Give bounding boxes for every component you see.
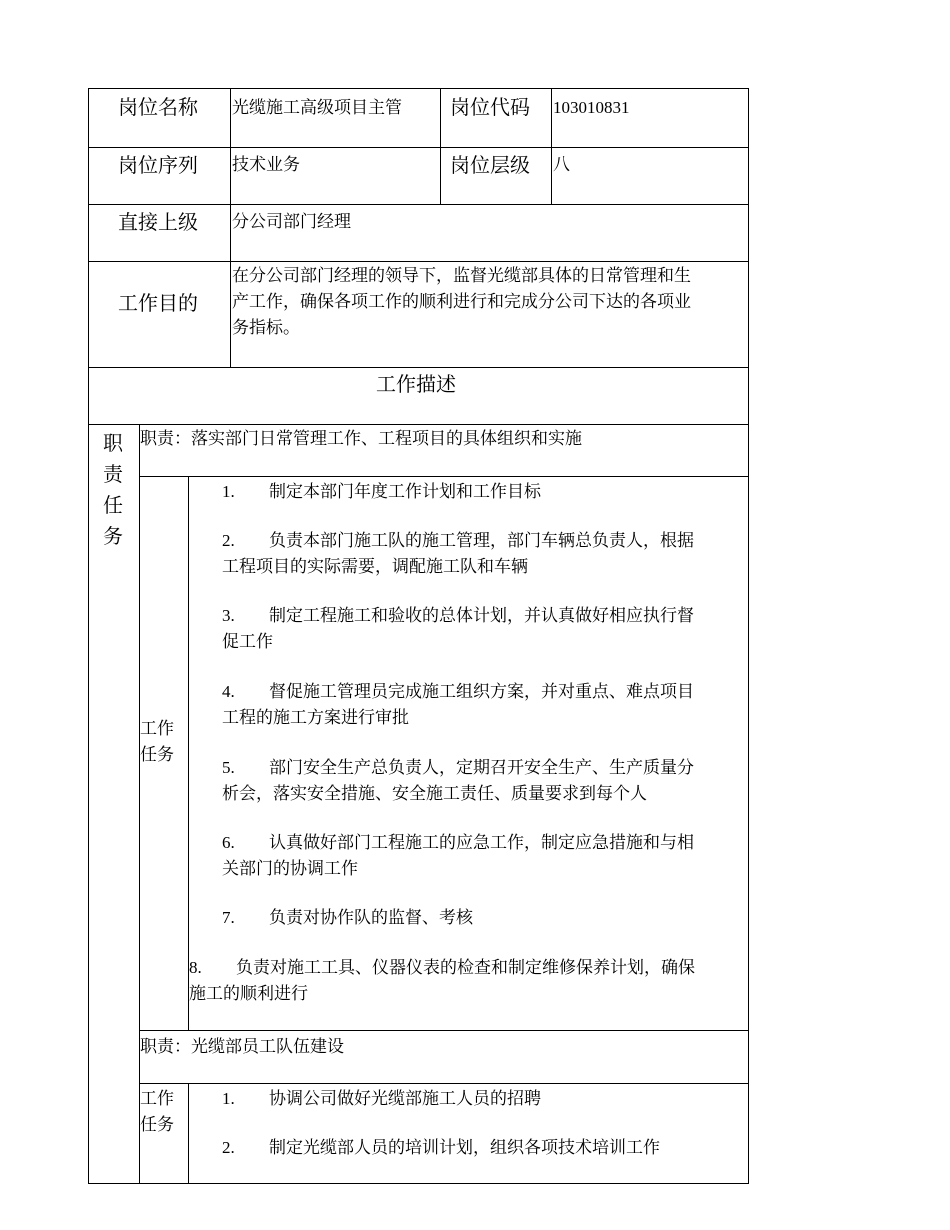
task-item	[222, 830, 694, 882]
position-name-value: 光缆施工高级项目主管	[232, 98, 402, 117]
task-label: 工作 任务	[140, 1089, 174, 1134]
position-code-value: 103010831	[553, 98, 630, 117]
task-text: 析会，落实安全措施、安全施工责任、质量要求到每个人	[222, 784, 647, 803]
purpose-line: 务指标。	[232, 318, 300, 337]
task-text: 负责对协作队的监督、考核	[269, 908, 473, 927]
task-text: 制定工程施工和验收的总体计划，并认真做好相应执行督	[269, 606, 694, 625]
duties-label-char: 务	[103, 526, 123, 548]
duties-label-char: 职	[103, 433, 123, 455]
task-text: 协调公司做好光缆部施工人员的招聘	[269, 1089, 541, 1108]
position-name-label: 岗位名称	[118, 97, 198, 119]
task-text: 工程项目的实际需要，调配施工队和车辆	[222, 557, 528, 576]
task-number: 6.	[222, 833, 235, 852]
position-code-label: 岗位代码	[450, 97, 530, 119]
task-text: 认真做好部门工程施工的应急工作，制定应急措施和与相	[269, 833, 694, 852]
position-level-value: 八	[553, 155, 570, 174]
task-text: 施工的顺利进行	[189, 984, 308, 1003]
task-item	[222, 1135, 660, 1161]
task-number: 7.	[222, 908, 235, 927]
task-item	[222, 679, 694, 731]
task-item	[222, 1086, 541, 1112]
duties-label-char: 任	[103, 495, 123, 517]
task-text: 工程的施工方案进行审批	[222, 708, 409, 727]
duties-tasks-label	[103, 429, 123, 553]
position-series-value: 技术业务	[232, 155, 300, 174]
task-text: 制定本部门年度工作计划和工作目标	[269, 482, 541, 501]
task-text: 制定光缆部人员的培训计划，组织各项技术培训工作	[269, 1138, 660, 1157]
superior-label: 直接上级	[118, 212, 198, 234]
task-item	[222, 603, 694, 655]
task-number: 4.	[222, 682, 235, 701]
position-series-label: 岗位序列	[118, 155, 198, 177]
purpose-line: 产工作，确保各项工作的顺利进行和完成分公司下达的各项业	[232, 292, 691, 311]
task-number: 1.	[222, 1089, 235, 1108]
duties-label-char: 责	[103, 464, 123, 486]
task-item	[189, 955, 695, 1007]
task-text: 部门安全生产总负责人，定期召开安全生产、生产质量分	[269, 758, 694, 777]
task-number: 5.	[222, 758, 235, 777]
task-item	[222, 905, 473, 931]
task-text: 负责对施工工具、仪器仪表的检查和制定维修保养计划，确保	[236, 958, 695, 977]
task-item	[222, 528, 694, 580]
task-text: 负责本部门施工队的施工管理，部门车辆总负责人，根据	[269, 531, 694, 550]
task-number: 2.	[222, 1138, 235, 1157]
task-text: 促工作	[222, 632, 273, 651]
duty-title: 职责：光缆部员工队伍建设	[140, 1037, 344, 1056]
task-number: 1.	[222, 482, 235, 501]
task-number: 8.	[189, 958, 202, 977]
purpose-label: 工作目的	[118, 293, 198, 315]
task-text: 督促施工管理员完成施工组织方案，并对重点、难点项目	[269, 682, 694, 701]
task-item	[222, 479, 541, 505]
position-level-label: 岗位层级	[450, 155, 530, 177]
purpose-text	[232, 263, 691, 341]
purpose-line: 在分公司部门经理的领导下，监督光缆部具体的日常管理和生	[232, 266, 691, 285]
task-text: 关部门的协调工作	[222, 859, 358, 878]
superior-value: 分公司部门经理	[232, 212, 351, 231]
task-number: 3.	[222, 606, 235, 625]
duty-title: 职责：落实部门日常管理工作、工程项目的具体组织和实施	[140, 429, 582, 448]
task-label: 工作 任务	[140, 719, 174, 764]
task-number: 2.	[222, 531, 235, 550]
description-title: 工作描述	[376, 374, 456, 396]
task-item	[222, 755, 694, 807]
